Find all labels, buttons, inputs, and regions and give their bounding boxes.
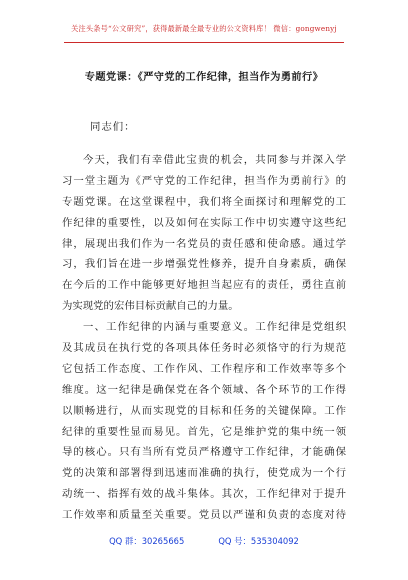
header-notice-text: 关注头条号“公文研究”，获得最新最全最专业的公文资料库！ 微信：gongwenyj [71, 24, 337, 33]
body-line: 以顺畅进行，从而实现党的目标和任务的关键保障。工作 [62, 404, 346, 417]
body-line: 导的核心。只有当所有党员严格遵守工作纪律，才能确保 [62, 446, 346, 459]
document-body [62, 150, 346, 526]
body-line: 习，我们旨在进一步增强党性修养，提升自身素质，确保 [62, 258, 346, 271]
body-line: 专题党课。在这堂课程中，我们将全面探讨和理解党的工 [62, 195, 346, 208]
footer-qq-group: QQ 群：30265665 [109, 536, 185, 546]
footer-contact [0, 535, 408, 547]
body-line: 习一堂主题为《严守党的工作纪律，担当作为勇前行》的 [62, 174, 346, 187]
header-divider [64, 42, 344, 43]
header-notice [0, 24, 408, 34]
body-line: 为实现党的宏伟目标贡献自己的力量。 [62, 300, 239, 313]
body-line: 及其成员在执行党的各项具体任务时必须恪守的行为规范 [62, 342, 346, 355]
body-line: 作纪律的重要性，以及如何在实际工作中切实遵守这些纪 [62, 216, 346, 229]
body-line: 在今后的工作中能够更好地担当起应有的责任，勇往直前 [62, 279, 346, 292]
body-line: 动统一、指挥有效的战斗集体。其次，工作纪律对于提升 [62, 488, 346, 501]
body-line: 党的决策和部署得到迅速而准确的执行，使党成为一个行 [62, 467, 346, 480]
body-line: 今天，我们有幸借此宝贵的机会，共同参与并深入学 [83, 154, 346, 166]
body-line: 律，展现出我们作为一名党员的责任感和使命感。通过学 [62, 237, 346, 250]
document-title: 专题党课：《严守党的工作纪律，担当作为勇前行》 [84, 71, 324, 83]
body-line: 工作效率和质量至关重要。党员以严谨和负责的态度对待 [62, 509, 346, 522]
salutation: 同志们： [90, 121, 136, 133]
footer-qq-number: QQ 号：535304092 [218, 536, 299, 546]
body-line: 一、工作纪律的内涵与重要意义。工作纪律是党组织 [83, 321, 346, 334]
body-line: 它包括工作态度、工作作风、工作程序和工作效率等多个 [62, 362, 346, 375]
body-line: 纪律的重要性显而易见。首先，它是维护党的集中统一领 [62, 425, 346, 438]
body-line: 维度。这一纪律是确保党在各个领域、各个环节的工作得 [62, 383, 346, 396]
